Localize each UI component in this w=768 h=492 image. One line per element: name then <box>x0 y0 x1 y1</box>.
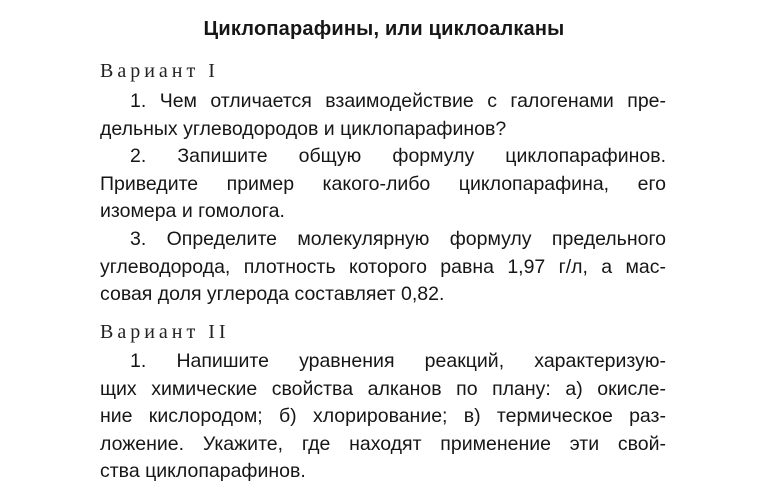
task-line: 3. Определите молекулярную формулу предельного <box>130 228 666 250</box>
task-line: ложение. Укажите, где находят применение эти свой- <box>100 432 666 455</box>
variant-1-task-1 <box>100 88 666 143</box>
task-line: дельных углеводородов и циклопарафинов? <box>100 117 507 140</box>
task-line: 1. Чем отличается взаимодействие с галогенами пре- <box>130 90 666 112</box>
variant-2-heading: Вариант II <box>100 321 230 343</box>
variant-2-task-1 <box>100 348 666 486</box>
task-line: щих химические свойства алканов по плану: а) окисле- <box>100 377 666 400</box>
task-line: совая доля углерода составляет 0,82. <box>100 283 445 305</box>
task-line: изомера и гомолога. <box>100 200 285 222</box>
task-line: ние кислородом; б) хлорирование; в) термическое раз- <box>100 405 666 427</box>
task-line: 1. Напишите уравнения реакций, характеризую- <box>130 350 666 372</box>
task-line: Приведите пример какого-либо циклопарафина, его <box>100 172 666 195</box>
variant-1-task-3 <box>100 226 666 309</box>
task-line: ства циклопарафинов. <box>100 460 306 482</box>
task-line: углеводорода, плотность которого равна 1,97 г/л, а мас- <box>100 255 666 278</box>
variant-1-heading: Вариант I <box>100 60 219 82</box>
page-title: Циклопарафины, или циклоалканы <box>203 18 565 40</box>
task-line: 2. Запишите общую формулу циклопарафинов. <box>130 145 666 167</box>
variant-1-task-2 <box>100 143 666 226</box>
